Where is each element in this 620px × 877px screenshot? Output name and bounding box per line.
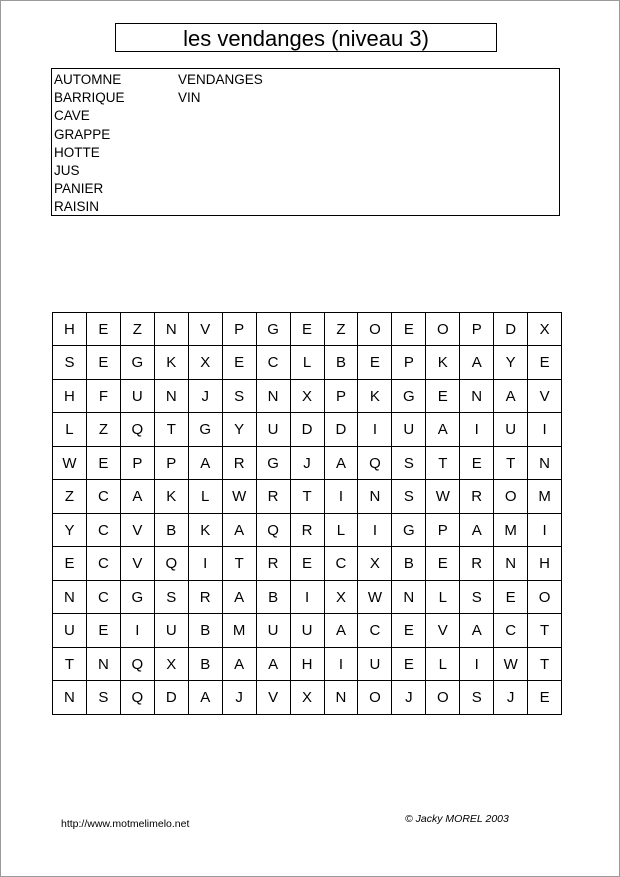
grid-cell[interactable]: E — [528, 346, 562, 379]
grid-cell[interactable]: R — [257, 480, 291, 513]
grid-cell[interactable]: Q — [121, 648, 155, 681]
grid-cell[interactable]: G — [189, 413, 223, 446]
grid-cell[interactable]: O — [494, 480, 528, 513]
grid-cell[interactable]: A — [189, 447, 223, 480]
grid-cell[interactable]: E — [291, 547, 325, 580]
grid-cell[interactable]: J — [223, 681, 257, 714]
grid-cell[interactable]: C — [87, 480, 121, 513]
grid-cell[interactable]: I — [460, 413, 494, 446]
grid-cell[interactable]: I — [528, 514, 562, 547]
grid-cell[interactable]: B — [189, 648, 223, 681]
grid-cell[interactable]: E — [358, 346, 392, 379]
grid-cell[interactable]: E — [392, 313, 426, 346]
grid-row — [53, 346, 562, 379]
grid-cell[interactable]: U — [494, 413, 528, 446]
grid-cell[interactable]: I — [358, 413, 392, 446]
grid-cell[interactable]: O — [426, 313, 460, 346]
word-list-box — [51, 68, 560, 216]
grid-cell[interactable]: U — [121, 380, 155, 413]
grid-cell[interactable]: B — [392, 547, 426, 580]
grid-cell[interactable]: I — [121, 614, 155, 647]
grid-cell[interactable]: W — [494, 648, 528, 681]
grid-cell[interactable]: A — [257, 648, 291, 681]
grid-cell[interactable]: C — [87, 547, 121, 580]
grid-cell[interactable]: J — [189, 380, 223, 413]
grid-row — [53, 581, 562, 614]
grid-cell[interactable]: N — [325, 681, 359, 714]
grid-cell[interactable]: Z — [325, 313, 359, 346]
grid-cell[interactable]: G — [257, 313, 291, 346]
grid-cell[interactable]: A — [460, 614, 494, 647]
grid-row — [53, 313, 562, 346]
grid-cell[interactable]: L — [426, 648, 460, 681]
grid-cell[interactable]: J — [392, 681, 426, 714]
grid-cell[interactable]: U — [257, 413, 291, 446]
grid-cell[interactable]: Q — [257, 514, 291, 547]
grid-cell[interactable]: X — [528, 313, 562, 346]
grid-row — [53, 547, 562, 580]
grid-cell[interactable]: N — [392, 581, 426, 614]
grid-cell[interactable]: V — [189, 313, 223, 346]
grid-cell[interactable]: I — [460, 648, 494, 681]
grid-cell[interactable]: U — [392, 413, 426, 446]
grid-cell[interactable]: M — [528, 480, 562, 513]
word-item: PANIER — [54, 181, 104, 197]
grid-cell[interactable]: Z — [53, 480, 87, 513]
grid-cell[interactable]: B — [325, 346, 359, 379]
grid-cell[interactable]: X — [358, 547, 392, 580]
grid-cell[interactable]: H — [53, 380, 87, 413]
grid-cell[interactable]: E — [223, 346, 257, 379]
grid-cell[interactable]: W — [223, 480, 257, 513]
grid-cell[interactable]: Q — [121, 681, 155, 714]
grid-cell[interactable]: U — [155, 614, 189, 647]
grid-cell[interactable]: V — [257, 681, 291, 714]
grid-cell[interactable]: E — [53, 547, 87, 580]
grid-cell[interactable]: E — [426, 547, 460, 580]
grid-cell[interactable]: M — [223, 614, 257, 647]
grid-cell[interactable]: X — [291, 380, 325, 413]
grid-row — [53, 447, 562, 480]
grid-cell[interactable]: A — [223, 581, 257, 614]
grid-cell[interactable]: B — [155, 514, 189, 547]
word-item: VENDANGES — [178, 72, 263, 87]
grid-cell[interactable]: Y — [494, 346, 528, 379]
grid-cell[interactable]: D — [155, 681, 189, 714]
grid-cell[interactable]: P — [426, 514, 460, 547]
grid-cell[interactable]: O — [528, 581, 562, 614]
grid-cell[interactable]: N — [155, 313, 189, 346]
grid-cell[interactable]: X — [325, 581, 359, 614]
grid-cell[interactable]: T — [155, 413, 189, 446]
grid-cell[interactable]: G — [121, 581, 155, 614]
grid-cell[interactable]: I — [189, 547, 223, 580]
grid-cell[interactable]: J — [494, 681, 528, 714]
grid-cell[interactable]: K — [155, 346, 189, 379]
page-title: les vendanges (niveau 3) — [115, 23, 497, 52]
grid-cell[interactable]: A — [325, 447, 359, 480]
word-item: HOTTE — [54, 144, 100, 160]
grid-cell[interactable]: A — [494, 380, 528, 413]
grid-cell[interactable]: X — [155, 648, 189, 681]
grid-cell[interactable]: C — [257, 346, 291, 379]
grid-cell[interactable]: W — [358, 581, 392, 614]
grid-cell[interactable]: I — [291, 581, 325, 614]
grid-cell[interactable]: C — [494, 614, 528, 647]
grid-cell[interactable]: V — [121, 547, 155, 580]
grid-cell[interactable]: R — [189, 581, 223, 614]
grid-cell[interactable]: A — [223, 648, 257, 681]
grid-cell[interactable]: Q — [358, 447, 392, 480]
grid-cell[interactable]: I — [528, 413, 562, 446]
grid-cell[interactable]: G — [121, 346, 155, 379]
grid-cell[interactable]: Q — [121, 413, 155, 446]
website-url: http://www.motmelimelo.net — [61, 818, 190, 830]
grid-cell[interactable]: J — [291, 447, 325, 480]
grid-cell[interactable]: F — [87, 380, 121, 413]
grid-cell[interactable]: I — [325, 648, 359, 681]
grid-cell[interactable]: I — [358, 514, 392, 547]
grid-cell[interactable]: T — [528, 648, 562, 681]
grid-cell[interactable]: R — [460, 480, 494, 513]
grid-cell[interactable]: H — [528, 547, 562, 580]
grid-cell[interactable]: L — [426, 581, 460, 614]
grid-cell[interactable]: U — [257, 614, 291, 647]
grid-cell[interactable]: R — [460, 547, 494, 580]
grid-cell[interactable]: S — [460, 581, 494, 614]
grid-cell[interactable]: P — [325, 380, 359, 413]
grid-cell[interactable]: E — [460, 447, 494, 480]
grid-cell[interactable]: S — [392, 480, 426, 513]
grid-cell[interactable]: A — [223, 514, 257, 547]
grid-cell[interactable]: S — [223, 380, 257, 413]
grid-cell[interactable]: R — [223, 447, 257, 480]
grid-row — [53, 514, 562, 547]
grid-cell[interactable]: T — [53, 648, 87, 681]
word-item: CAVE — [54, 108, 90, 124]
grid-cell[interactable]: G — [257, 447, 291, 480]
grid-cell[interactable]: E — [494, 581, 528, 614]
grid-cell[interactable]: N — [53, 681, 87, 714]
grid-cell[interactable]: E — [426, 380, 460, 413]
grid-cell[interactable]: B — [189, 614, 223, 647]
grid-cell[interactable]: X — [291, 681, 325, 714]
grid-cell[interactable]: V — [121, 514, 155, 547]
grid-cell[interactable]: B — [257, 581, 291, 614]
word-list-column-1 — [54, 71, 125, 217]
grid-cell[interactable]: E — [87, 313, 121, 346]
grid-cell[interactable]: S — [460, 681, 494, 714]
grid-cell[interactable]: Y — [53, 514, 87, 547]
grid-row — [53, 380, 562, 413]
grid-cell[interactable]: N — [257, 380, 291, 413]
grid-cell[interactable]: Z — [121, 313, 155, 346]
word-list-column-2 — [178, 71, 263, 107]
grid-cell[interactable]: U — [358, 648, 392, 681]
grid-cell[interactable]: D — [291, 413, 325, 446]
grid-cell[interactable]: N — [87, 648, 121, 681]
grid-cell[interactable]: P — [155, 447, 189, 480]
grid-row — [53, 614, 562, 647]
grid-cell[interactable]: K — [426, 346, 460, 379]
grid-cell[interactable]: G — [392, 514, 426, 547]
grid-cell[interactable]: W — [426, 480, 460, 513]
grid-cell[interactable]: O — [358, 681, 392, 714]
grid-cell[interactable]: P — [223, 313, 257, 346]
grid-cell[interactable]: M — [494, 514, 528, 547]
grid-cell[interactable]: T — [223, 547, 257, 580]
copyright-notice: © Jacky MOREL 2003 — [405, 813, 509, 825]
grid-cell[interactable]: N — [53, 581, 87, 614]
grid-cell[interactable]: A — [460, 514, 494, 547]
grid-cell[interactable]: N — [494, 547, 528, 580]
grid-cell[interactable]: L — [53, 413, 87, 446]
grid-cell[interactable]: U — [291, 614, 325, 647]
grid-cell[interactable]: P — [460, 313, 494, 346]
grid-cell[interactable]: V — [426, 614, 460, 647]
grid-cell[interactable]: S — [392, 447, 426, 480]
grid-cell[interactable]: E — [291, 313, 325, 346]
grid-cell[interactable]: U — [53, 614, 87, 647]
grid-cell[interactable]: K — [189, 514, 223, 547]
grid-cell[interactable]: N — [528, 447, 562, 480]
grid-cell[interactable]: S — [87, 681, 121, 714]
grid-cell[interactable]: P — [121, 447, 155, 480]
grid-cell[interactable]: K — [155, 480, 189, 513]
grid-cell[interactable]: H — [291, 648, 325, 681]
grid-cell[interactable]: V — [528, 380, 562, 413]
grid-cell[interactable]: O — [358, 313, 392, 346]
grid-cell[interactable]: T — [291, 480, 325, 513]
grid-cell[interactable]: E — [87, 447, 121, 480]
grid-cell[interactable]: G — [392, 380, 426, 413]
grid-cell[interactable]: T — [528, 614, 562, 647]
grid-cell[interactable]: C — [325, 547, 359, 580]
grid-row — [53, 480, 562, 513]
word-item: AUTOMNE — [54, 72, 122, 87]
grid-cell[interactable]: T — [494, 447, 528, 480]
grid-cell[interactable]: A — [325, 614, 359, 647]
grid-cell[interactable]: E — [392, 614, 426, 647]
grid-cell[interactable]: L — [291, 346, 325, 379]
grid-cell[interactable]: E — [528, 681, 562, 714]
grid-cell[interactable]: L — [189, 480, 223, 513]
grid-cell[interactable]: W — [53, 447, 87, 480]
letter-grid — [52, 312, 562, 715]
grid-cell[interactable]: E — [87, 346, 121, 379]
grid-cell[interactable]: C — [358, 614, 392, 647]
grid-cell[interactable]: Z — [87, 413, 121, 446]
grid-cell[interactable]: C — [87, 514, 121, 547]
grid-cell[interactable]: O — [426, 681, 460, 714]
grid-cell[interactable]: Y — [223, 413, 257, 446]
grid-cell[interactable]: S — [53, 346, 87, 379]
grid-cell[interactable]: A — [460, 346, 494, 379]
grid-cell[interactable]: N — [155, 380, 189, 413]
grid-cell[interactable]: E — [392, 648, 426, 681]
grid-cell[interactable]: S — [155, 581, 189, 614]
grid-cell[interactable]: P — [392, 346, 426, 379]
word-item: GRAPPE — [54, 126, 111, 142]
grid-cell[interactable]: N — [460, 380, 494, 413]
grid-cell[interactable]: R — [291, 514, 325, 547]
grid-cell[interactable]: A — [121, 480, 155, 513]
grid-cell[interactable]: C — [87, 581, 121, 614]
grid-row — [53, 648, 562, 681]
grid-cell[interactable]: E — [87, 614, 121, 647]
grid-row — [53, 681, 562, 714]
word-item: RAISIN — [54, 199, 100, 215]
grid-cell[interactable]: L — [325, 514, 359, 547]
word-item: VIN — [178, 90, 201, 106]
grid-cell[interactable]: H — [53, 313, 87, 346]
word-item: JUS — [54, 163, 80, 179]
grid-cell[interactable]: T — [426, 447, 460, 480]
grid-row — [53, 413, 562, 446]
grid-cell[interactable]: A — [189, 681, 223, 714]
grid-cell[interactable]: R — [257, 547, 291, 580]
grid-cell[interactable]: D — [494, 313, 528, 346]
grid-cell[interactable]: A — [426, 413, 460, 446]
grid-cell[interactable]: X — [189, 346, 223, 379]
grid-cell[interactable]: I — [325, 480, 359, 513]
grid-cell[interactable]: N — [358, 480, 392, 513]
grid-cell[interactable]: D — [325, 413, 359, 446]
word-item: BARRIQUE — [54, 90, 125, 106]
grid-cell[interactable]: Q — [155, 547, 189, 580]
grid-cell[interactable]: K — [358, 380, 392, 413]
